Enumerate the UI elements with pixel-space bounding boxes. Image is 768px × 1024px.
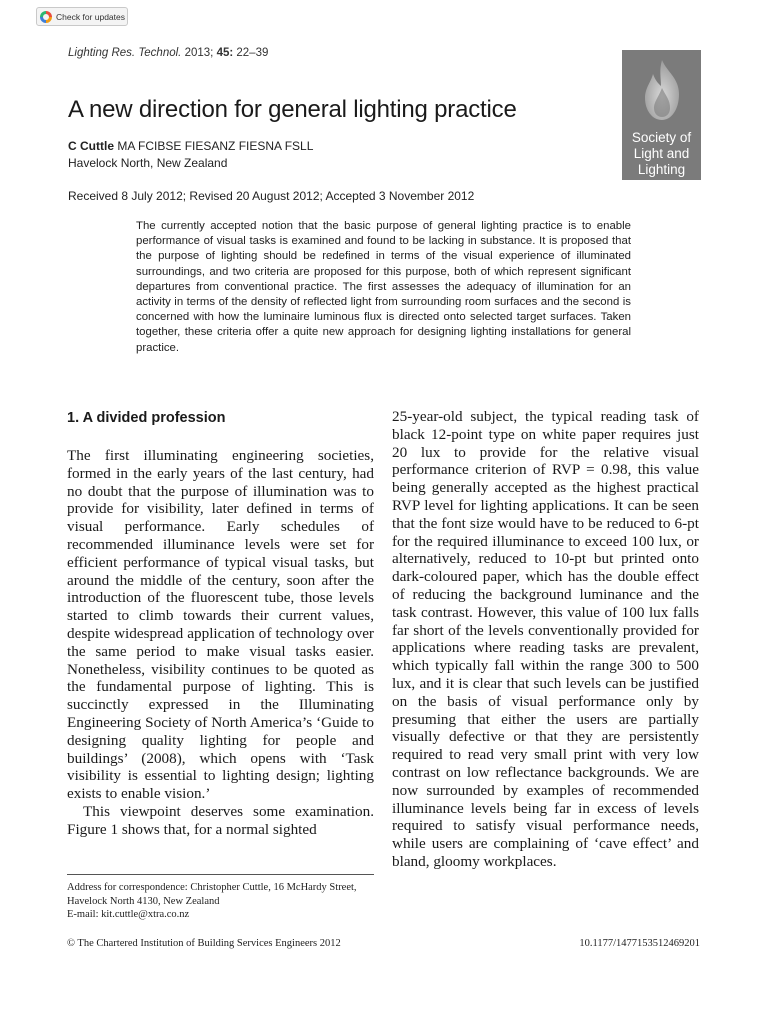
abstract: The currently accepted notion that the basic purpose of general lighting practice is to enable performance of visual tasks is examined and found to be lacking in substance. It is proposed that the purpose of lighting should be redefined in terms of the visual experience of illuminated surroundings, and two criteria are proposed for this purpose, both of which represent significant departures from conventional practice. The first assesses the adequacy of illumination for an activity in terms of the density of reflected light from surrounding room surfaces and the second is concerned with how the luminaire luminous flux is directed onto selected target surfaces. Taken together, these criteria offer a quite new approach for designing lighting installations for general practice. (136, 220, 631, 354)
author-credentials: MA FCIBSE FIESANZ FIESNA FSLL (117, 139, 314, 153)
body-paragraph: The first illuminating engineering societies, formed in the early years of the last century, had no doubt that the purpose of illumination was to provide for visibility, later defined in terms of visual performance. Early schedules of recommended illuminance levels were set for efficient performance of typical visual tasks, but around the middle of the century, soon after the introduction of the fluorescent tube, those levels started to climb towards their current values, despite widespread application of technology over the same period to make visual tasks easier. Nonetheless, visibility continues to be quoted as the fundamental purpose of lighting. This is succinctly expressed in the Illuminating Engineering Society of North America’s ‘Guide to designing quality lighting for people and buildings’ (2008), which opens with ‘Task visibility is essential to lighting design; lighting exists to enable vision.’ (67, 447, 374, 803)
section-heading: 1. A divided profession (67, 410, 226, 426)
author-block (68, 138, 313, 172)
flame-icon (637, 58, 687, 124)
body-paragraph: 25-year-old subject, the typical reading task of black 12-point type on white paper requires just 20 lux to provide for the relative visual performance criterion of RVP = 0.98, this value being generally accepted as the highest practical RVP level for lighting applications. It can be seen that the font size would have to be reduced to 6-pt for the required illuminance to exceed 100 lux, or alternatively, reduced to 10-pt but printed onto dark-coloured paper, which has the double effect of reducing the background luminance and the task contrast. However, this value of 100 lux falls far short of the levels conventionally provided for applications where reading tasks are prevalent, which typically fall within the range 300 to 500 lux, and it is clear that such levels can be justified on the basis of visual performance only by presuming that either the users are partially visually defective or that they are persistently required to read very small print with very low contrast on low reflectance backgrounds. We are now surrounded by examples of recommended illuminance levels being far in excess of levels required to satisfy visual performance needs, while users are complaining of ‘cave effect’ and bland, gloomy workplaces. (392, 408, 699, 870)
correspondence-email: E-mail: kit.cuttle@xtra.co.nz (67, 909, 190, 920)
footnote-divider (67, 874, 374, 875)
author-name: C Cuttle (68, 139, 114, 153)
received-dates: Received 8 July 2012; Revised 20 August 2012; Accepted 3 November 2012 (68, 189, 475, 203)
journal-pages: 22–39 (236, 47, 269, 59)
correspondence-address: Address for correspondence: Christopher Cuttle, 16 McHardy Street, Havelock North 4130, New Zealand (67, 882, 357, 907)
body-paragraph: This viewpoint deserves some examination. Figure 1 shows that, for a normal sighted (67, 802, 374, 838)
journal-reference (68, 47, 268, 59)
society-logo (622, 50, 701, 180)
doi: 10.1177/1477153512469201 (579, 938, 700, 949)
journal-volume: 45: (216, 47, 234, 59)
journal-name: Lighting Res. Technol. (68, 47, 182, 59)
right-column (392, 408, 699, 871)
society-logo-text: Society of Light and Lighting (631, 130, 692, 177)
check-for-updates-button[interactable] (36, 7, 128, 26)
left-column (67, 408, 374, 839)
journal-year: 2013; (184, 47, 214, 59)
paper-title: A new direction for general lighting practice (68, 96, 517, 123)
check-for-updates-label: Check for updates (56, 11, 125, 22)
copyright-notice: © The Chartered Institution of Building Services Engineers 2012 (67, 938, 341, 949)
author-affiliation: Havelock North, New Zealand (68, 156, 228, 170)
correspondence-footnote (67, 881, 377, 922)
crossmark-icon (40, 11, 52, 23)
